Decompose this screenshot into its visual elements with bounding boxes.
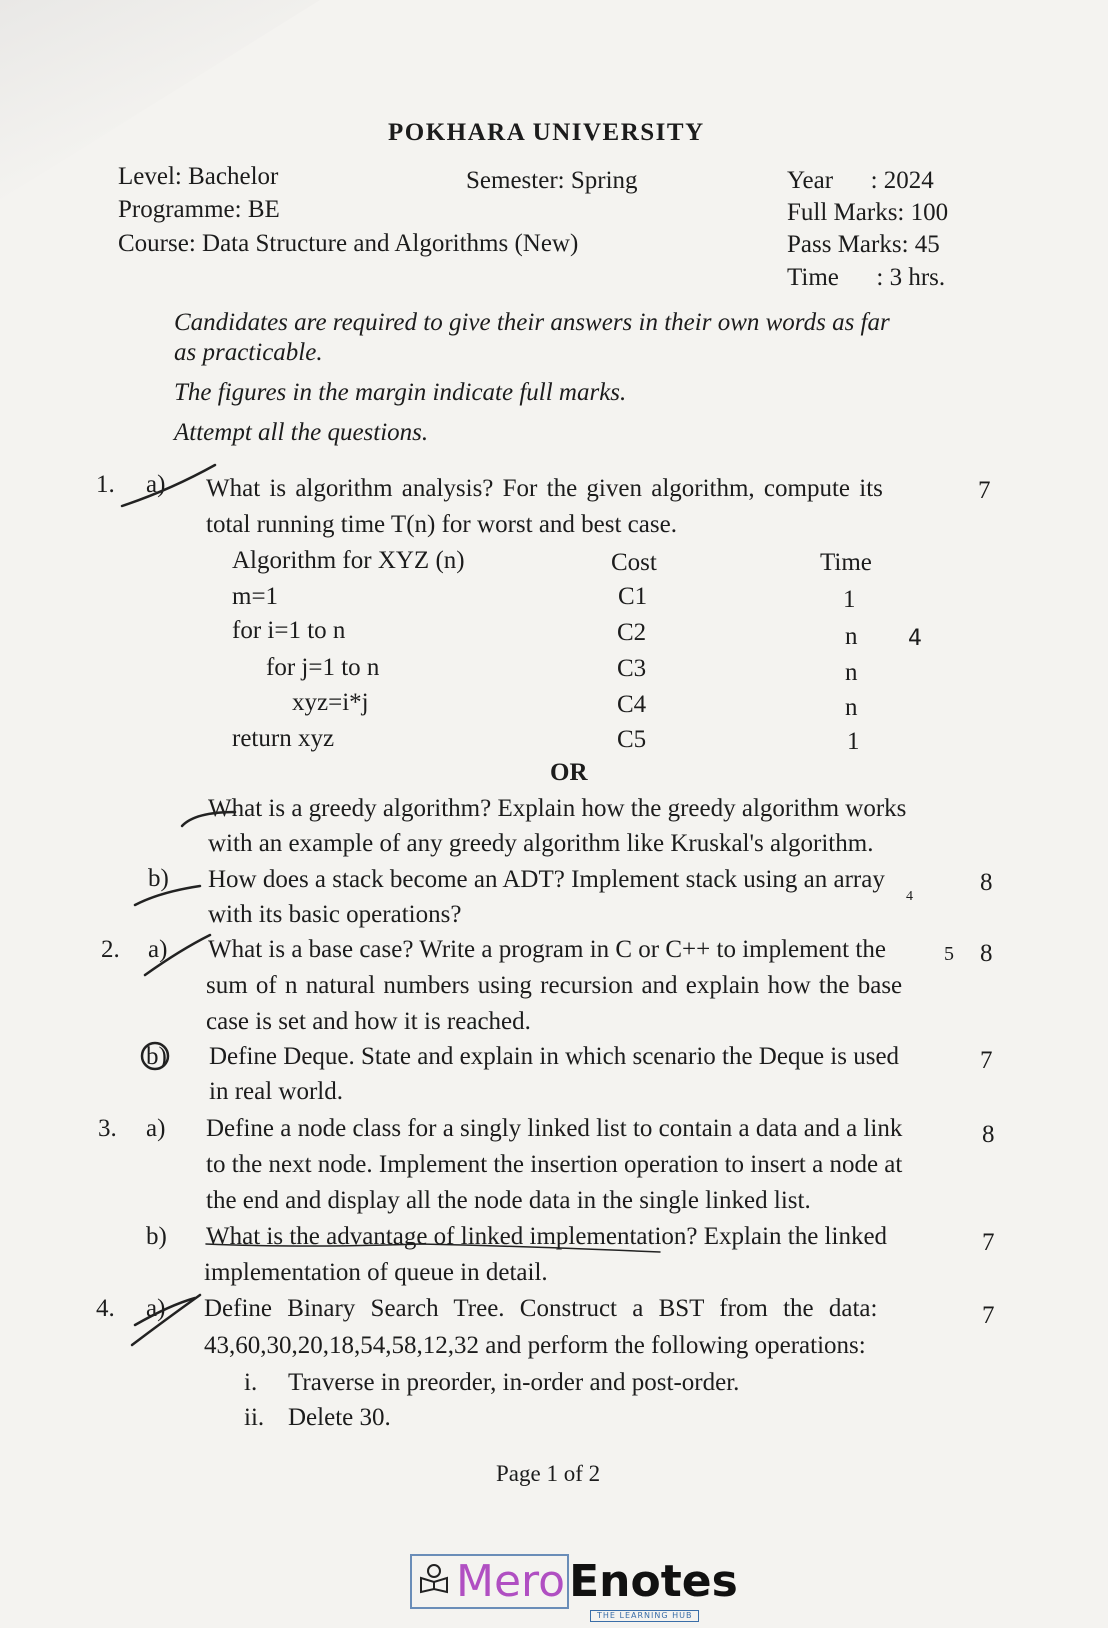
question-part: a)	[146, 471, 166, 498]
question-text: What is algorithm analysis? For the given algorithm, compute its	[206, 475, 883, 502]
table-cell: for i=1 to n	[232, 617, 346, 644]
table-cell: C3	[617, 655, 647, 682]
question-marks: 7	[978, 477, 991, 504]
programme: Programme: BE	[118, 196, 280, 223]
question-text: implementation of queue in detail.	[204, 1259, 548, 1286]
instruction: Candidates are required to give their answers in their own words as far	[174, 309, 890, 336]
question-part: b)	[146, 1223, 167, 1250]
question-text: What is a base case? Write a program in C or C++ to implement the	[208, 936, 886, 963]
question-number: 2.	[101, 936, 120, 963]
year: Year : 2024	[787, 167, 934, 194]
question-text: 43,60,30,20,18,54,58,12,32 and perform the following operations:	[204, 1332, 866, 1359]
meroenotes-logo	[410, 1556, 738, 1620]
sub-item-text: Delete 30.	[288, 1404, 391, 1431]
question-text: Define Binary Search Tree. Construct a BST from the data:	[204, 1295, 878, 1322]
question-part: a)	[146, 1295, 166, 1322]
semester: Semester: Spring	[466, 167, 638, 194]
question-marks: 7	[982, 1229, 995, 1256]
question-part: a)	[148, 936, 168, 963]
instruction: The figures in the margin indicate full marks.	[174, 379, 627, 406]
question-part: a)	[146, 1115, 166, 1142]
question-marks: 8	[982, 1121, 995, 1148]
logo-enotes: Enotes	[569, 1556, 738, 1607]
handwritten-note: 4	[908, 626, 922, 651]
table-cell: xyz=i*j	[292, 689, 369, 716]
question-text: What is the advantage of linked implementation? Explain the linked	[206, 1223, 888, 1250]
table-cell: C5	[617, 726, 647, 753]
question-text: to the next node. Implement the insertion operation to insert a node at	[206, 1151, 903, 1178]
table-cell: C2	[617, 619, 647, 646]
question-number: 3.	[98, 1115, 117, 1142]
sub-item-text: Traverse in preorder, in-order and post-order.	[288, 1369, 740, 1396]
table-header: Cost	[611, 549, 657, 576]
table-cell: C4	[617, 691, 647, 718]
question-part: b)	[148, 865, 169, 892]
table-cell: return xyz	[232, 725, 335, 752]
table-header: Algorithm for XYZ (n)	[232, 547, 465, 574]
pass-marks: Pass Marks: 45	[787, 231, 940, 258]
or-separator: OR	[550, 759, 588, 786]
question-text: in real world.	[209, 1078, 343, 1105]
question-marks: 7	[982, 1302, 995, 1329]
logo-mero: Mero	[410, 1554, 569, 1609]
book-reader-icon	[418, 1562, 450, 1594]
handwritten-note: 5	[944, 943, 954, 965]
question-text: total running time T(n) for worst and best case.	[206, 511, 677, 538]
university-title: POKHARA UNIVERSITY	[388, 119, 705, 146]
full-marks: Full Marks: 100	[787, 199, 949, 226]
logo-tagline: THE LEARNING HUB	[590, 1610, 699, 1622]
instruction: Attempt all the questions.	[174, 419, 429, 446]
question-part: b)	[146, 1043, 167, 1070]
question-text: with an example of any greedy algorithm like Kruskal's algorithm.	[208, 830, 874, 857]
table-cell: m=1	[232, 583, 279, 610]
handwritten-note: 4	[906, 889, 913, 904]
table-cell: n	[845, 694, 858, 721]
course: Course: Data Structure and Algorithms (New)	[118, 230, 579, 257]
table-cell: for j=1 to n	[266, 654, 380, 681]
sub-item-number: i.	[244, 1369, 258, 1396]
question-text: What is a greedy algorithm? Explain how the greedy algorithm works	[208, 795, 907, 822]
question-marks: 8	[980, 940, 993, 967]
table-cell: n	[845, 623, 858, 650]
question-text: How does a stack become an ADT? Implement stack using an array	[208, 866, 885, 893]
page-number: Page 1 of 2	[496, 1461, 601, 1486]
level: Level: Bachelor	[118, 163, 279, 190]
table-cell: 1	[847, 728, 860, 755]
instruction: as practicable.	[174, 339, 323, 366]
question-number: 4.	[96, 1295, 115, 1322]
question-marks: 8	[980, 869, 993, 896]
question-text: sum of n natural numbers using recursion and explain how the base	[206, 972, 903, 999]
question-number: 1.	[96, 471, 115, 498]
question-text: the end and display all the node data in the single linked list.	[206, 1187, 811, 1214]
time: Time : 3 hrs.	[787, 264, 946, 291]
table-cell: 1	[843, 586, 856, 613]
sub-item-number: ii.	[244, 1404, 265, 1431]
question-text: Define Deque. State and explain in which scenario the Deque is used	[209, 1043, 900, 1070]
question-text: Define a node class for a singly linked list to contain a data and a link	[206, 1115, 903, 1142]
question-marks: 7	[980, 1047, 993, 1074]
table-header: Time	[820, 549, 872, 576]
table-cell: C1	[618, 583, 648, 610]
question-text: with its basic operations?	[208, 901, 462, 928]
question-text: case is set and how it is reached.	[206, 1008, 531, 1035]
table-cell: n	[845, 659, 858, 686]
